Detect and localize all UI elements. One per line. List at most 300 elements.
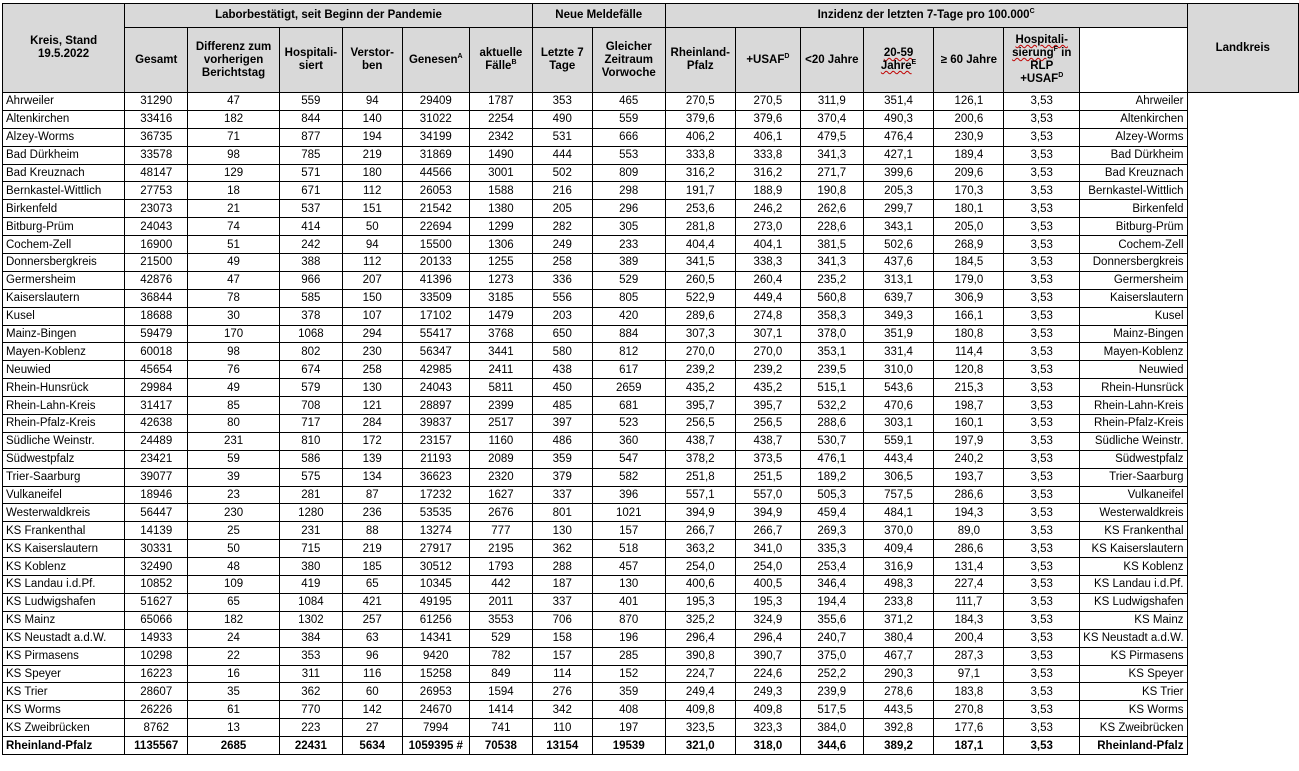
hospitalisierung-cell: 3,53: [1004, 397, 1080, 415]
inzidenz-rlp-cell: 378,2: [665, 450, 735, 468]
hospitalisiert-cell: 388: [279, 254, 342, 272]
aktuelle-faelle-cell: 5811: [470, 379, 533, 397]
kreis-cell: Birkenfeld: [3, 200, 125, 218]
aktuelle-faelle-cell: 2411: [470, 361, 533, 379]
inzidenz-60-plus-cell: 97,1: [934, 665, 1004, 683]
inzidenz-rlp-cell: 394,9: [665, 504, 735, 522]
kreis-cell: Germersheim: [3, 271, 125, 289]
hospitalisiert-cell: 231: [279, 522, 342, 540]
differenz-cell: 23: [188, 486, 280, 504]
letzte-7-tage-cell: 282: [532, 218, 592, 236]
inzidenz-usaf-cell: 318,0: [735, 737, 800, 755]
inzidenz-60-plus-cell: 193,7: [934, 468, 1004, 486]
kreis-cell: KS Neustadt a.d.W.: [3, 629, 125, 647]
genesen-cell: 56347: [402, 343, 469, 361]
verstorben-cell: 150: [342, 289, 402, 307]
vorwoche-cell: 389: [592, 254, 665, 272]
inzidenz-60-plus-cell: 184,3: [934, 611, 1004, 629]
hospitalisierung-cell: 3,53: [1004, 450, 1080, 468]
inzidenz-under-20-cell: 262,6: [800, 200, 863, 218]
aktuelle-faelle-cell: 1787: [470, 93, 533, 111]
letzte-7-tage-cell: 362: [532, 540, 592, 558]
differenz-cell: 76: [188, 361, 280, 379]
inzidenz-20-59-cell: 233,8: [863, 593, 934, 611]
table-row: [3, 397, 1299, 415]
inzidenz-60-plus-cell: 194,3: [934, 504, 1004, 522]
hospitalisierung-cell: 3,53: [1004, 93, 1080, 111]
gesamt-cell: 29984: [125, 379, 188, 397]
kreis-cell: KS Worms: [3, 701, 125, 719]
gesamt-cell: 60018: [125, 343, 188, 361]
inzidenz-60-plus-cell: 160,1: [934, 415, 1004, 433]
inzidenz-under-20-cell: 228,6: [800, 218, 863, 236]
gesamt-cell: 16223: [125, 665, 188, 683]
inzidenz-60-plus-cell: 230,9: [934, 128, 1004, 146]
verstorben-cell: 139: [342, 450, 402, 468]
gesamt-cell: 10298: [125, 647, 188, 665]
hospitalisiert-cell: 22431: [279, 737, 342, 755]
genesen-cell: 42985: [402, 361, 469, 379]
inzidenz-60-plus-cell: 198,7: [934, 397, 1004, 415]
vorwoche-cell: 681: [592, 397, 665, 415]
inzidenz-under-20-cell: 381,5: [800, 236, 863, 254]
table-row: [3, 504, 1299, 522]
aktuelle-faelle-cell: 849: [470, 665, 533, 683]
hospitalisiert-cell: 242: [279, 236, 342, 254]
differenz-cell: 25: [188, 522, 280, 540]
verstorben-cell: 294: [342, 325, 402, 343]
vorwoche-cell: 812: [592, 343, 665, 361]
kreis-cell: Mainz-Bingen: [3, 325, 125, 343]
inzidenz-rlp-cell: 254,0: [665, 558, 735, 576]
table-row: [3, 182, 1299, 200]
vorwoche-cell: 805: [592, 289, 665, 307]
inzidenz-usaf-cell: 274,8: [735, 307, 800, 325]
aktuelle-faelle-cell: 3553: [470, 611, 533, 629]
hospitalisiert-cell: 311: [279, 665, 342, 683]
letzte-7-tage-cell: 249: [532, 236, 592, 254]
genesen-cell: 15258: [402, 665, 469, 683]
inzidenz-rlp-cell: 296,4: [665, 629, 735, 647]
inzidenz-under-20-cell: 288,6: [800, 415, 863, 433]
inzidenz-20-59-cell: 370,0: [863, 522, 934, 540]
inzidenz-under-20-cell: 459,4: [800, 504, 863, 522]
landkreis-cell: KS Mainz: [1080, 611, 1187, 629]
genesen-cell: 34199: [402, 128, 469, 146]
landkreis-cell: Bitburg-Prüm: [1080, 218, 1187, 236]
inzidenz-under-20-cell: 341,3: [800, 146, 863, 164]
col-aktuelle-label: aktuelle Fälle: [479, 47, 523, 72]
inzidenz-usaf-cell: 400,5: [735, 576, 800, 594]
inzidenz-20-59-cell: 303,1: [863, 415, 934, 433]
inzidenz-usaf-cell: 270,5: [735, 93, 800, 111]
letzte-7-tage-cell: 216: [532, 182, 592, 200]
inzidenz-60-plus-cell: 286,6: [934, 540, 1004, 558]
letzte-7-tage-cell: 13154: [532, 737, 592, 755]
inzidenz-rlp-cell: 239,2: [665, 361, 735, 379]
kreis-cell: Neuwied: [3, 361, 125, 379]
inzidenz-usaf-cell: 394,9: [735, 504, 800, 522]
inzidenz-20-59-cell: 543,6: [863, 379, 934, 397]
table-row: [3, 468, 1299, 486]
inzidenz-under-20-cell: 189,2: [800, 468, 863, 486]
aktuelle-faelle-cell: 2399: [470, 397, 533, 415]
kreis-cell: Alzey-Worms: [3, 128, 125, 146]
vorwoche-cell: 408: [592, 701, 665, 719]
col-header-rheinland-pfalz: Rheinland-Pfalz: [665, 28, 735, 93]
aktuelle-faelle-cell: 2676: [470, 504, 533, 522]
letzte-7-tage-cell: 485: [532, 397, 592, 415]
inzidenz-usaf-cell: 323,3: [735, 719, 800, 737]
inzidenz-header-sup: C: [1029, 8, 1035, 16]
landkreis-cell: Alzey-Worms: [1080, 128, 1187, 146]
vorwoche-cell: 553: [592, 146, 665, 164]
inzidenz-20-59-cell: 278,6: [863, 683, 934, 701]
hospitalisierung-cell: 3,53: [1004, 128, 1080, 146]
differenz-cell: 30: [188, 307, 280, 325]
table-row: [3, 200, 1299, 218]
landkreis-cell: KS Kaiserslautern: [1080, 540, 1187, 558]
hospitalisiert-cell: 877: [279, 128, 342, 146]
hospitalisierung-cell: 3,53: [1004, 719, 1080, 737]
letzte-7-tage-cell: 450: [532, 379, 592, 397]
verstorben-cell: 5634: [342, 737, 402, 755]
verstorben-cell: 60: [342, 683, 402, 701]
hospitalisierung-cell: 3,53: [1004, 289, 1080, 307]
inzidenz-20-59-cell: 498,3: [863, 576, 934, 594]
col-header-aktuelle-faelle: [470, 28, 533, 93]
inzidenz-60-plus-cell: 111,7: [934, 593, 1004, 611]
vorwoche-cell: 19539: [592, 737, 665, 755]
landkreis-cell: Germersheim: [1080, 271, 1187, 289]
gesamt-cell: 18688: [125, 307, 188, 325]
hospitalisierung-cell: 3,53: [1004, 737, 1080, 755]
hospitalisierung-cell: 3,53: [1004, 576, 1080, 594]
table-row: [3, 522, 1299, 540]
inzidenz-rlp-cell: 400,6: [665, 576, 735, 594]
hospitalisiert-cell: 380: [279, 558, 342, 576]
inzidenz-20-59-cell: 343,1: [863, 218, 934, 236]
col-hosp-sup: F: [1053, 46, 1058, 54]
gesamt-cell: 33416: [125, 110, 188, 128]
verstorben-cell: 194: [342, 128, 402, 146]
hospitalisierung-cell: 3,53: [1004, 379, 1080, 397]
inzidenz-rlp-cell: 363,2: [665, 540, 735, 558]
inzidenz-60-plus-cell: 180,8: [934, 325, 1004, 343]
differenz-cell: 49: [188, 379, 280, 397]
hospitalisiert-cell: 353: [279, 647, 342, 665]
inzidenz-60-plus-cell: 114,4: [934, 343, 1004, 361]
hospitalisiert-cell: 575: [279, 468, 342, 486]
inzidenz-20-59-cell: 331,4: [863, 343, 934, 361]
genesen-cell: 7994: [402, 719, 469, 737]
inzidenz-rlp-cell: 256,5: [665, 415, 735, 433]
inzidenz-under-20-cell: 240,7: [800, 629, 863, 647]
inzidenz-under-20-cell: 384,0: [800, 719, 863, 737]
letzte-7-tage-cell: 444: [532, 146, 592, 164]
genesen-cell: 14341: [402, 629, 469, 647]
inzidenz-20-59-cell: 371,2: [863, 611, 934, 629]
differenz-cell: 109: [188, 576, 280, 594]
differenz-cell: 50: [188, 540, 280, 558]
inzidenz-under-20-cell: 532,2: [800, 397, 863, 415]
inzidenz-rlp-cell: 191,7: [665, 182, 735, 200]
gesamt-cell: 39077: [125, 468, 188, 486]
genesen-cell: 53535: [402, 504, 469, 522]
kreis-cell: Rhein-Pfalz-Kreis: [3, 415, 125, 433]
hospitalisierung-cell: 3,53: [1004, 540, 1080, 558]
total-row: [3, 737, 1299, 755]
inzidenz-under-20-cell: 190,8: [800, 182, 863, 200]
vorwoche-cell: 518: [592, 540, 665, 558]
letzte-7-tage-cell: 650: [532, 325, 592, 343]
inzidenz-under-20-cell: 335,3: [800, 540, 863, 558]
inzidenz-60-plus-cell: 120,8: [934, 361, 1004, 379]
inzidenz-usaf-cell: 557,0: [735, 486, 800, 504]
inzidenz-usaf-cell: 435,2: [735, 379, 800, 397]
hospitalisierung-cell: 3,53: [1004, 343, 1080, 361]
inzidenz-rlp-cell: 321,0: [665, 737, 735, 755]
landkreis-cell: KS Pirmasens: [1080, 647, 1187, 665]
aktuelle-faelle-cell: 1479: [470, 307, 533, 325]
letzte-7-tage-cell: 359: [532, 450, 592, 468]
col-header-20-59: [863, 28, 934, 93]
table-row: [3, 450, 1299, 468]
genesen-cell: 36623: [402, 468, 469, 486]
verstorben-cell: 219: [342, 146, 402, 164]
table-row: [3, 361, 1299, 379]
inzidenz-rlp-cell: 270,0: [665, 343, 735, 361]
inzidenz-60-plus-cell: 306,9: [934, 289, 1004, 307]
hospitalisierung-cell: 3,53: [1004, 236, 1080, 254]
kreis-cell: KS Landau i.d.Pf.: [3, 576, 125, 594]
aktuelle-faelle-cell: 1273: [470, 271, 533, 289]
inzidenz-under-20-cell: 355,6: [800, 611, 863, 629]
landkreis-cell: Rhein-Hunsrück: [1080, 379, 1187, 397]
col-header-hospitalisierung: [1004, 28, 1080, 93]
landkreis-cell: Westerwaldkreis: [1080, 504, 1187, 522]
genesen-cell: 33509: [402, 289, 469, 307]
header-group-row: [3, 4, 1299, 28]
hospitalisiert-cell: 844: [279, 110, 342, 128]
inzidenz-rlp-cell: 390,8: [665, 647, 735, 665]
table-row: [3, 683, 1299, 701]
gesamt-cell: 8762: [125, 719, 188, 737]
differenz-cell: 24: [188, 629, 280, 647]
kreis-cell: Bernkastel-Wittlich: [3, 182, 125, 200]
hospitalisierung-cell: 3,53: [1004, 593, 1080, 611]
landkreis-cell: Mainz-Bingen: [1080, 325, 1187, 343]
col-hosp-label-a: Hospitali-sierung: [1012, 34, 1068, 59]
inzidenz-rlp-cell: 281,8: [665, 218, 735, 236]
inzidenz-20-59-cell: 443,4: [863, 450, 934, 468]
differenz-cell: 48: [188, 558, 280, 576]
inzidenz-60-plus-cell: 215,3: [934, 379, 1004, 397]
inzidenz-20-59-cell: 639,7: [863, 289, 934, 307]
hospitalisiert-cell: 281: [279, 486, 342, 504]
landkreis-cell: Rheinland-Pfalz: [1080, 737, 1187, 755]
inzidenz-20-59-cell: 389,2: [863, 737, 934, 755]
genesen-cell: 17102: [402, 307, 469, 325]
inzidenz-usaf-cell: 296,4: [735, 629, 800, 647]
genesen-cell: 29409: [402, 93, 469, 111]
col-header-under-20: <20 Jahre: [800, 28, 863, 93]
table-row: [3, 164, 1299, 182]
header-column-row: [3, 28, 1299, 93]
inzidenz-20-59-cell: 399,6: [863, 164, 934, 182]
hospitalisiert-cell: 579: [279, 379, 342, 397]
inzidenz-60-plus-cell: 183,8: [934, 683, 1004, 701]
kreis-cell: Rhein-Hunsrück: [3, 379, 125, 397]
aktuelle-faelle-cell: 2195: [470, 540, 533, 558]
col-header-verstorben: Verstor-ben: [342, 28, 402, 93]
inzidenz-20-59-cell: 502,6: [863, 236, 934, 254]
kreis-cell: Trier-Saarburg: [3, 468, 125, 486]
inzidenz-20-59-cell: 313,1: [863, 271, 934, 289]
covid-statistics-table: [2, 3, 1299, 755]
kreis-cell: Rhein-Lahn-Kreis: [3, 397, 125, 415]
genesen-cell: 28897: [402, 397, 469, 415]
differenz-cell: 47: [188, 93, 280, 111]
vorwoche-cell: 617: [592, 361, 665, 379]
hospitalisierung-cell: 3,53: [1004, 504, 1080, 522]
aktuelle-faelle-cell: 1588: [470, 182, 533, 200]
differenz-cell: 2685: [188, 737, 280, 755]
inzidenz-rlp-cell: 406,2: [665, 128, 735, 146]
verstorben-cell: 257: [342, 611, 402, 629]
inzidenz-20-59-cell: 467,7: [863, 647, 934, 665]
inzidenz-usaf-cell: 195,3: [735, 593, 800, 611]
inzidenz-60-plus-cell: 187,1: [934, 737, 1004, 755]
landkreis-cell: Neuwied: [1080, 361, 1187, 379]
verstorben-cell: 107: [342, 307, 402, 325]
hospitalisiert-cell: 585: [279, 289, 342, 307]
group-header-labor: Laborbestätigt, seit Beginn der Pandemie: [125, 4, 533, 28]
gesamt-cell: 30331: [125, 540, 188, 558]
col-header-vorwoche: Gleicher Zeitraum Vorwoche: [592, 28, 665, 93]
inzidenz-rlp-cell: 195,3: [665, 593, 735, 611]
differenz-cell: 22: [188, 647, 280, 665]
genesen-cell: 30512: [402, 558, 469, 576]
gesamt-cell: 16900: [125, 236, 188, 254]
aktuelle-faelle-cell: 2011: [470, 593, 533, 611]
inzidenz-usaf-cell: 246,2: [735, 200, 800, 218]
landkreis-cell: KS Frankenthal: [1080, 522, 1187, 540]
vorwoche-cell: 884: [592, 325, 665, 343]
differenz-cell: 129: [188, 164, 280, 182]
inzidenz-under-20-cell: 517,5: [800, 701, 863, 719]
hospitalisierung-cell: 3,53: [1004, 146, 1080, 164]
letzte-7-tage-cell: 486: [532, 432, 592, 450]
aktuelle-faelle-cell: 782: [470, 647, 533, 665]
col-hosp-sup2: D: [1058, 72, 1064, 80]
aktuelle-faelle-cell: 529: [470, 629, 533, 647]
letzte-7-tage-cell: 706: [532, 611, 592, 629]
inzidenz-60-plus-cell: 180,1: [934, 200, 1004, 218]
landkreis-cell: Birkenfeld: [1080, 200, 1187, 218]
verstorben-cell: 236: [342, 504, 402, 522]
inzidenz-usaf-cell: 188,9: [735, 182, 800, 200]
letzte-7-tage-cell: 397: [532, 415, 592, 433]
letzte-7-tage-cell: 276: [532, 683, 592, 701]
vorwoche-cell: 360: [592, 432, 665, 450]
inzidenz-under-20-cell: 239,9: [800, 683, 863, 701]
landkreis-cell: Südliche Weinstr.: [1080, 432, 1187, 450]
inzidenz-60-plus-cell: 170,3: [934, 182, 1004, 200]
letzte-7-tage-cell: 490: [532, 110, 592, 128]
inzidenz-under-20-cell: 341,3: [800, 254, 863, 272]
differenz-cell: 71: [188, 128, 280, 146]
aktuelle-faelle-cell: 1793: [470, 558, 533, 576]
gesamt-cell: 31290: [125, 93, 188, 111]
inzidenz-usaf-cell: 270,0: [735, 343, 800, 361]
table-body: [3, 93, 1299, 755]
verstorben-cell: 219: [342, 540, 402, 558]
inzidenz-under-20-cell: 239,5: [800, 361, 863, 379]
hospitalisiert-cell: 1302: [279, 611, 342, 629]
aktuelle-faelle-cell: 2254: [470, 110, 533, 128]
differenz-cell: 182: [188, 611, 280, 629]
hospitalisiert-cell: 384: [279, 629, 342, 647]
differenz-cell: 170: [188, 325, 280, 343]
hospitalisiert-cell: 674: [279, 361, 342, 379]
kreis-cell: Cochem-Zell: [3, 236, 125, 254]
inzidenz-usaf-cell: 379,6: [735, 110, 800, 128]
inzidenz-rlp-cell: 404,4: [665, 236, 735, 254]
landkreis-cell: Ahrweiler: [1080, 93, 1187, 111]
kreis-cell: Mayen-Koblenz: [3, 343, 125, 361]
genesen-cell: 27917: [402, 540, 469, 558]
kreis-cell: Bad Dürkheim: [3, 146, 125, 164]
inzidenz-usaf-cell: 390,7: [735, 647, 800, 665]
gesamt-cell: 23073: [125, 200, 188, 218]
gesamt-cell: 32490: [125, 558, 188, 576]
inzidenz-usaf-cell: 249,3: [735, 683, 800, 701]
table-row: [3, 289, 1299, 307]
vorwoche-cell: 809: [592, 164, 665, 182]
gesamt-cell: 10852: [125, 576, 188, 594]
differenz-cell: 98: [188, 343, 280, 361]
letzte-7-tage-cell: 801: [532, 504, 592, 522]
inzidenz-60-plus-cell: 200,6: [934, 110, 1004, 128]
gesamt-cell: 36735: [125, 128, 188, 146]
inzidenz-usaf-cell: 307,1: [735, 325, 800, 343]
vorwoche-cell: 666: [592, 128, 665, 146]
inzidenz-under-20-cell: 271,7: [800, 164, 863, 182]
hospitalisierung-cell: 3,53: [1004, 558, 1080, 576]
genesen-cell: 39837: [402, 415, 469, 433]
inzidenz-rlp-cell: 333,8: [665, 146, 735, 164]
aktuelle-faelle-cell: 1160: [470, 432, 533, 450]
genesen-cell: 26953: [402, 683, 469, 701]
inzidenz-rlp-cell: 438,7: [665, 432, 735, 450]
inzidenz-rlp-cell: 379,6: [665, 110, 735, 128]
aktuelle-faelle-cell: 70538: [470, 737, 533, 755]
inzidenz-60-plus-cell: 268,9: [934, 236, 1004, 254]
group-header-neue-meldefaelle: Neue Meldefälle: [532, 4, 665, 28]
kreis-header-title: Kreis, Stand: [30, 35, 98, 47]
col-genesen-sup: A: [457, 52, 463, 60]
inzidenz-usaf-cell: 251,5: [735, 468, 800, 486]
genesen-cell: 24670: [402, 701, 469, 719]
inzidenz-usaf-cell: 316,2: [735, 164, 800, 182]
letzte-7-tage-cell: 288: [532, 558, 592, 576]
inzidenz-usaf-cell: 260,4: [735, 271, 800, 289]
inzidenz-20-59-cell: 443,5: [863, 701, 934, 719]
gesamt-cell: 42876: [125, 271, 188, 289]
inzidenz-under-20-cell: 505,3: [800, 486, 863, 504]
gesamt-cell: 21500: [125, 254, 188, 272]
